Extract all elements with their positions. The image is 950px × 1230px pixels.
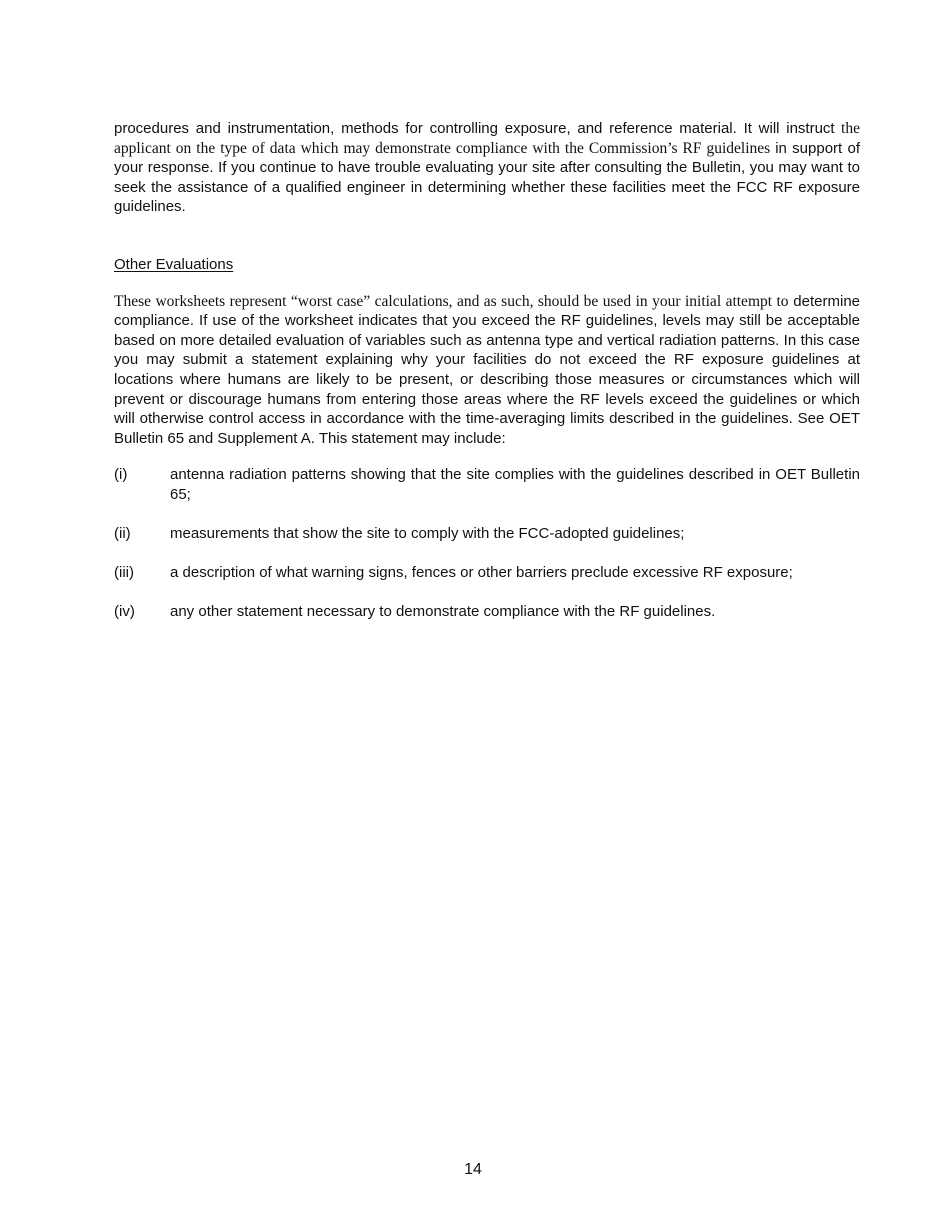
list-item-text: a description of what warning signs, fences or other barriers preclude excessive RF exposure; (170, 564, 793, 582)
page-number: 14 (464, 1161, 482, 1178)
list-item (114, 465, 860, 504)
list-item-label: (ii) (114, 525, 131, 543)
intro-text-part3: in support of your response. If you continue to have trouble evaluating your site after consulting the Bulletin, you may want to seek the assistance of a qualified engineer in determining whether these facilities meet the FCC RF exposure guidelines. (114, 139, 860, 216)
intro-text-part1: procedures and instrumentation, methods for controlling exposure, and reference material. It will instruct (114, 120, 835, 137)
list-item (114, 602, 860, 622)
statement-list (114, 465, 860, 622)
section-heading: Other Evaluations (114, 255, 234, 273)
list-item (114, 563, 860, 583)
body-paragraph (114, 292, 860, 449)
list-item-label: (iii) (114, 564, 134, 582)
list-item-label: (i) (114, 466, 128, 484)
list-item (114, 524, 860, 544)
body-text-part2: determine compliance. If use of the worksheet indicates that you exceed the RF guidelines, levels may still be acceptable based on more detailed evaluation of variables such as antenna type and vertical radiation patterns. In this case you may submit a statement explaining why your facilities do not exceed the RF exposure guidelines at locations where humans are likely to be present, or describing those measures or circumstances which will prevent or discourage humans from entering those areas where the RF levels exceed the guidelines or which will otherwise control access in accordance with the time-averaging limits described in the guidelines. See OET Bulletin 65 and Supplement A. This statement may include: (114, 292, 861, 447)
list-item-label: (iv) (114, 603, 135, 621)
body-text-part1: These worksheets represent “worst case” calculations, and as such, should be used in your initial attempt to (114, 292, 789, 310)
list-item-text: any other statement necessary to demonstrate compliance with the RF guidelines. (170, 603, 716, 621)
intro-text-part2: the applicant on the type of data which may demonstrate compliance with the Commission’s RF guidelines (114, 120, 860, 157)
list-item-text: measurements that show the site to comply with the FCC-adopted guidelines; (170, 525, 685, 543)
intro-paragraph (114, 119, 860, 217)
page-content (114, 119, 860, 642)
list-item-text: antenna radiation patterns showing that the site complies with the guidelines described in OET Bulletin 65; (170, 466, 860, 503)
